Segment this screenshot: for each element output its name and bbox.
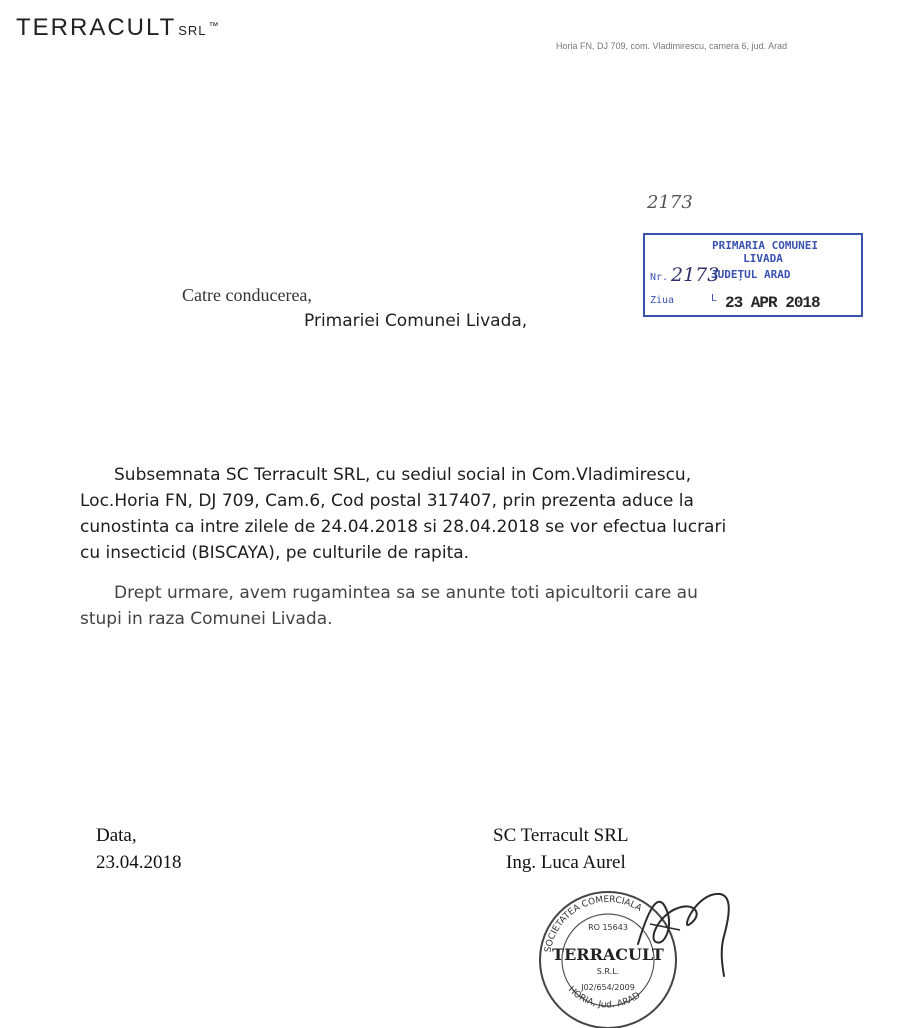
logo-suffix: SRL: [178, 23, 207, 38]
seal-company-name: TERRACULT: [552, 945, 664, 964]
paragraph-line: cunostinta ca intre zilele de 24.04.2018 si 28.04.2018 se vor efectua lucrari: [80, 517, 727, 537]
header-address: Horia FN, DJ 709, com. Vladimirescu, camera 6, jud. Arad: [556, 41, 788, 51]
stamp-locality: LIVADA: [743, 252, 783, 265]
stamp-nr-label: Nr.: [650, 272, 669, 283]
paragraph-line: Loc.Horia FN, DJ 709, Cam.6, Cod postal 317407, prin prezenta aduce la: [80, 491, 694, 511]
stamp-date: 23 APR 2018: [725, 294, 820, 312]
seal-suffix: S.R.L.: [596, 967, 620, 976]
signature-person: Ing. Luca Aurel: [506, 852, 626, 873]
logo-main-text: TERRACULT: [16, 14, 177, 41]
stamp-ziua-label: Ziua: [650, 295, 675, 306]
handwritten-signature: [620, 884, 740, 984]
date-value: 23.04.2018: [96, 852, 182, 873]
paragraph-line: stupi in raza Comunei Livada.: [80, 609, 333, 629]
registration-handwritten-number: 2173: [647, 192, 693, 213]
letter-body: [80, 462, 780, 632]
paragraph-line: Subsemnata SC Terracult SRL, cu sediul social in Com.Vladimirescu,: [114, 465, 692, 485]
stamp-nr-value: 2173: [671, 264, 720, 286]
addressee-line-2: Primariei Comunei Livada,: [304, 311, 528, 331]
registration-stamp: [643, 233, 863, 317]
body-paragraph-2: [80, 580, 780, 632]
paragraph-line: cu insecticid (BISCAYA), pe culturile de rapita.: [80, 543, 470, 563]
stamp-county: JUDEȚUL ARAD: [711, 268, 791, 281]
date-label: Data,: [96, 825, 137, 846]
trademark-mark: ™: [208, 21, 221, 32]
seal-registration: J02/654/2009: [581, 983, 635, 992]
seal-ring-top: SOCIETATEA COMERCIALA: [543, 894, 644, 954]
addressee-line-1: Catre conducerea,: [182, 285, 312, 305]
seal-ring-bottom: HORIA, Jud. ARAD: [565, 984, 643, 1011]
company-logo: [16, 14, 221, 42]
body-paragraph-1: [80, 462, 780, 566]
stamp-institution: PRIMARIA COMUNEI: [712, 239, 818, 252]
stamp-ziua-letter: L: [711, 293, 718, 304]
signature-company: SC Terracult SRL: [493, 825, 629, 846]
paragraph-line: Drept urmare, avem rugamintea sa se anunte toti apicultorii care au: [114, 583, 698, 603]
seal-ring-code: RO 15643: [588, 923, 628, 932]
